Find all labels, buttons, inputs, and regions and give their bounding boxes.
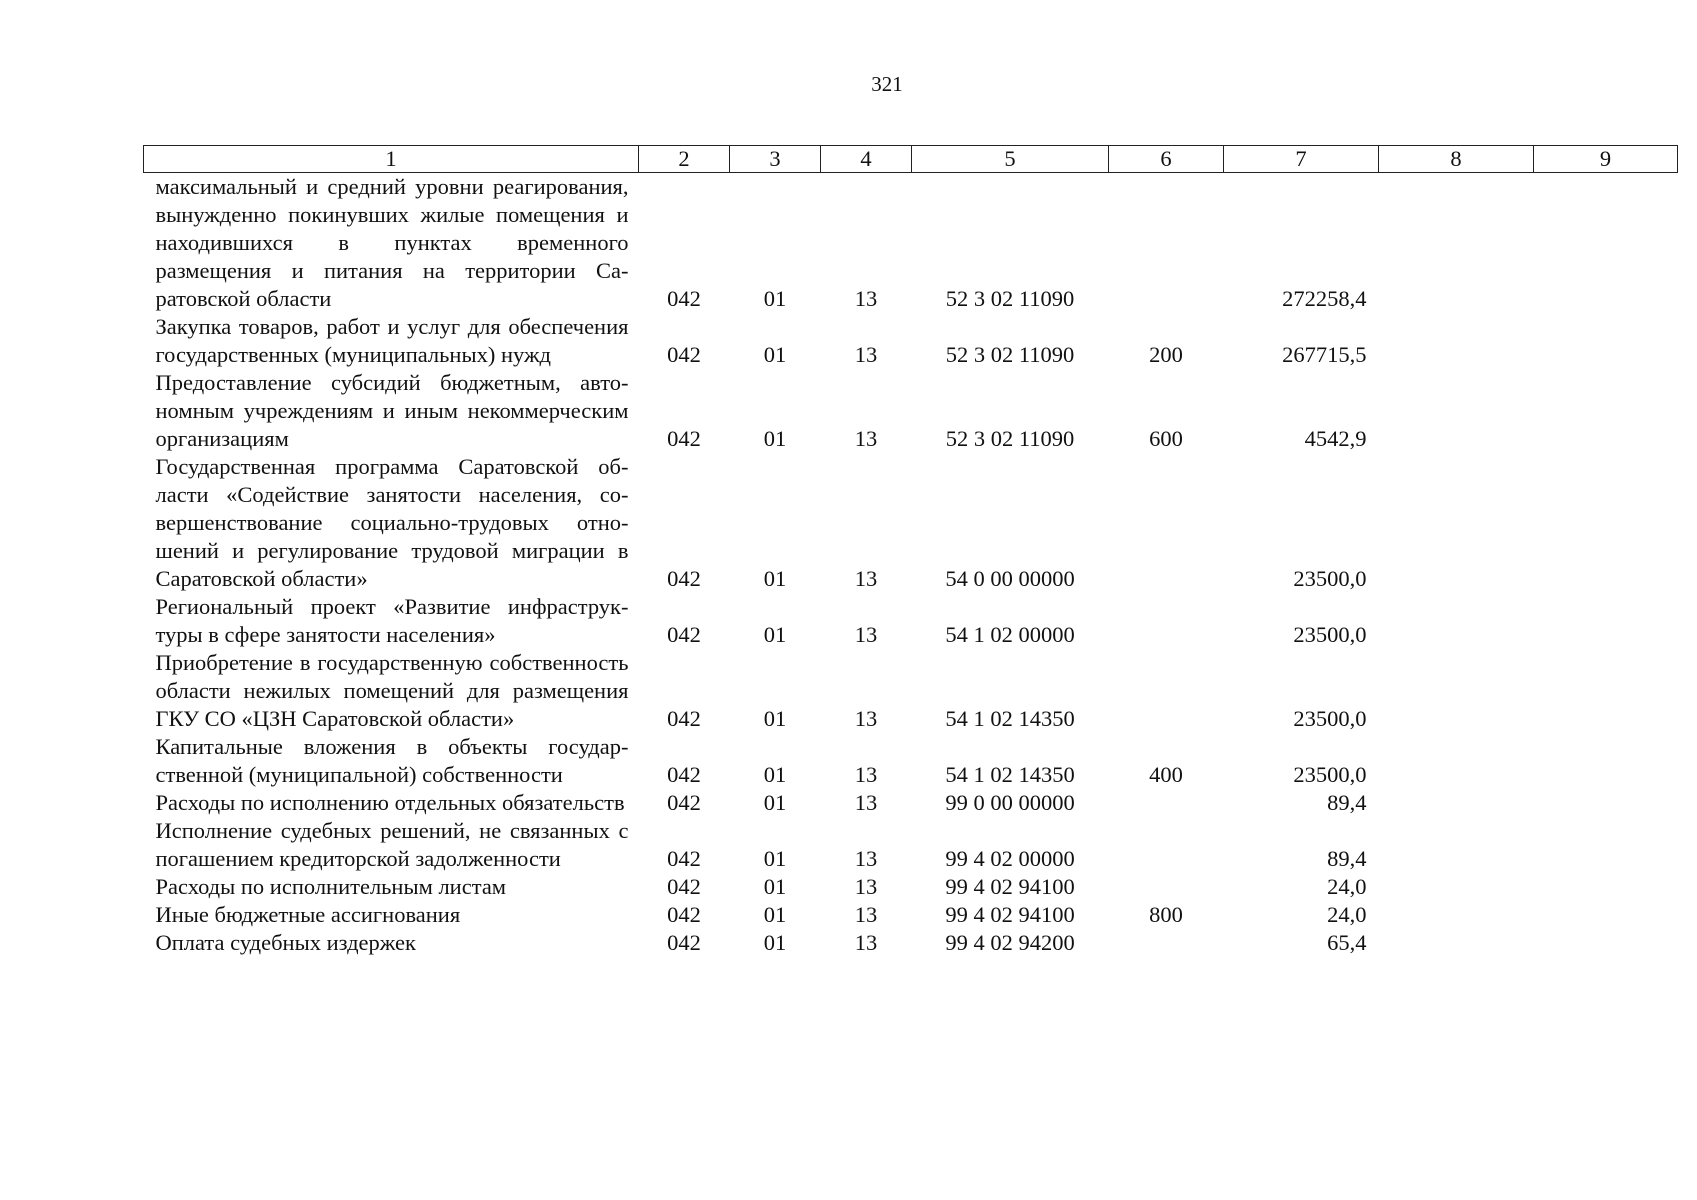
row-name: Закупка товаров, работ и услуг для обеспечения государственных (муниципальных) нужд xyxy=(155,314,629,367)
row-amount-col-8 xyxy=(1379,733,1534,789)
row-section-code: 01 xyxy=(763,342,787,367)
header-col-7: 7 xyxy=(1224,146,1379,173)
row-target-code: 52 3 02 11090 xyxy=(945,286,1075,311)
header-col-4: 4 xyxy=(821,146,912,173)
table-body xyxy=(144,173,1678,958)
row-amount-col-7: 24,0 xyxy=(1327,874,1367,899)
row-expense-type: 800 xyxy=(1149,902,1183,927)
row-section-code: 01 xyxy=(763,874,787,899)
row-name: Расходы по исполнительным листам xyxy=(155,874,507,899)
row-subsection-code: 13 xyxy=(854,790,878,815)
row-amount-col-9 xyxy=(1534,173,1678,314)
row-ved-code: 042 xyxy=(667,566,701,591)
row-subsection-code: 13 xyxy=(854,846,878,871)
row-expense-type xyxy=(1109,789,1224,817)
table-row xyxy=(144,313,1678,369)
row-ved-code: 042 xyxy=(667,762,701,787)
row-amount-col-7: 23500,0 xyxy=(1293,762,1367,787)
table-row xyxy=(144,173,1678,314)
row-amount-col-9 xyxy=(1534,789,1678,817)
row-section-code: 01 xyxy=(763,566,787,591)
table-row xyxy=(144,873,1678,901)
row-amount-col-9 xyxy=(1534,901,1678,929)
table-row xyxy=(144,649,1678,733)
row-section-code: 01 xyxy=(763,902,787,927)
header-col-6: 6 xyxy=(1109,146,1224,173)
row-name: Капитальные вложения в объекты государственной (муниципальной) собственности xyxy=(155,734,629,787)
row-section-code: 01 xyxy=(763,622,787,647)
header-row xyxy=(144,146,1678,173)
row-amount-col-8 xyxy=(1379,789,1534,817)
row-amount-col-7: 267715,5 xyxy=(1282,342,1367,367)
page-number: 321 xyxy=(871,72,903,96)
row-target-code: 99 4 02 94200 xyxy=(945,930,1075,955)
row-amount-col-7: 23500,0 xyxy=(1293,622,1367,647)
row-target-code: 52 3 02 11090 xyxy=(945,426,1075,451)
header-col-1: 1 xyxy=(144,146,639,173)
row-amount-col-7: 23500,0 xyxy=(1293,566,1367,591)
row-section-code: 01 xyxy=(763,790,787,815)
row-expense-type xyxy=(1109,873,1224,901)
row-expense-type: 600 xyxy=(1149,426,1183,451)
row-name: Иные бюджетные ассигнования xyxy=(155,902,461,927)
row-amount-col-9 xyxy=(1534,929,1678,957)
row-amount-col-8 xyxy=(1379,817,1534,873)
row-section-code: 01 xyxy=(763,930,787,955)
row-target-code: 54 1 02 00000 xyxy=(945,622,1075,647)
row-amount-col-7: 23500,0 xyxy=(1293,706,1367,731)
header-col-3: 3 xyxy=(730,146,821,173)
row-ved-code: 042 xyxy=(667,706,701,731)
row-amount-col-9 xyxy=(1534,873,1678,901)
row-subsection-code: 13 xyxy=(854,286,878,311)
row-amount-col-8 xyxy=(1379,929,1534,957)
row-amount-col-7: 4542,9 xyxy=(1304,426,1367,451)
row-subsection-code: 13 xyxy=(854,426,878,451)
header-col-2: 2 xyxy=(639,146,730,173)
row-ved-code: 042 xyxy=(667,622,701,647)
row-target-code: 99 4 02 00000 xyxy=(945,846,1075,871)
row-expense-type: 400 xyxy=(1149,762,1183,787)
table-row xyxy=(144,733,1678,789)
row-amount-col-8 xyxy=(1379,173,1534,314)
row-name: Оплата судебных издержек xyxy=(155,930,416,955)
row-target-code: 99 0 00 00000 xyxy=(945,790,1075,815)
row-amount-col-9 xyxy=(1534,313,1678,369)
row-subsection-code: 13 xyxy=(854,622,878,647)
row-subsection-code: 13 xyxy=(854,762,878,787)
table-header xyxy=(144,146,1678,173)
row-ved-code: 042 xyxy=(667,790,701,815)
row-amount-col-8 xyxy=(1379,369,1534,453)
row-ved-code: 042 xyxy=(667,846,701,871)
row-target-code: 54 1 02 14350 xyxy=(945,706,1075,731)
row-target-code: 99 4 02 94100 xyxy=(945,902,1075,927)
row-expense-type xyxy=(1109,929,1224,957)
table-row xyxy=(144,789,1678,817)
table-row xyxy=(144,453,1678,593)
row-subsection-code: 13 xyxy=(854,342,878,367)
row-ved-code: 042 xyxy=(667,342,701,367)
row-amount-col-7: 89,4 xyxy=(1327,790,1367,815)
row-name: Предоставление субсидий бюджетным, автономным учреждениям и иным некоммерческим организациям xyxy=(155,370,629,451)
row-subsection-code: 13 xyxy=(854,874,878,899)
row-expense-type xyxy=(1109,453,1224,593)
row-amount-col-9 xyxy=(1534,369,1678,453)
row-name: максимальный и средний уровни реагирования, вынужденно покинувших жилые помещения и находившихся в пунктах временного размещения и питания на территории Саратовской области xyxy=(155,174,629,311)
header-col-8: 8 xyxy=(1379,146,1534,173)
row-name: Региональный проект «Развитие инфраструктуры в сфере занятости населения» xyxy=(155,594,629,647)
row-ved-code: 042 xyxy=(667,930,701,955)
table-row xyxy=(144,593,1678,649)
row-amount-col-7: 89,4 xyxy=(1327,846,1367,871)
row-amount-col-8 xyxy=(1379,901,1534,929)
header-col-5: 5 xyxy=(912,146,1109,173)
row-amount-col-8 xyxy=(1379,593,1534,649)
row-section-code: 01 xyxy=(763,846,787,871)
row-name: Приобретение в государственную собственность области нежилых помещений для размещения ГКУ СО «ЦЗН Саратовской области» xyxy=(155,650,629,731)
row-subsection-code: 13 xyxy=(854,566,878,591)
row-expense-type xyxy=(1109,649,1224,733)
row-subsection-code: 13 xyxy=(854,706,878,731)
row-amount-col-8 xyxy=(1379,453,1534,593)
row-amount-col-9 xyxy=(1534,649,1678,733)
row-name: Исполнение судебных решений, не связанных с погашением кредиторской задолженности xyxy=(155,818,629,871)
row-target-code: 54 1 02 14350 xyxy=(945,762,1075,787)
row-amount-col-9 xyxy=(1534,817,1678,873)
row-amount-col-8 xyxy=(1379,313,1534,369)
row-section-code: 01 xyxy=(763,426,787,451)
row-name: Государственная программа Саратовской области «Содействие занятости населения, совершенствование социально-трудовых отношений и регулирование трудовой миграции в Саратовской области» xyxy=(155,454,629,591)
row-name: Расходы по исполнению отдельных обязательств xyxy=(155,790,625,815)
row-expense-type xyxy=(1109,173,1224,314)
row-ved-code: 042 xyxy=(667,426,701,451)
row-ved-code: 042 xyxy=(667,902,701,927)
row-amount-col-7: 272258,4 xyxy=(1282,286,1367,311)
row-ved-code: 042 xyxy=(667,286,701,311)
table-row xyxy=(144,929,1678,957)
row-amount-col-8 xyxy=(1379,873,1534,901)
row-target-code: 52 3 02 11090 xyxy=(945,342,1075,367)
row-section-code: 01 xyxy=(763,286,787,311)
row-subsection-code: 13 xyxy=(854,930,878,955)
row-ved-code: 042 xyxy=(667,874,701,899)
header-col-9: 9 xyxy=(1534,146,1678,173)
row-amount-col-9 xyxy=(1534,453,1678,593)
row-target-code: 54 0 00 00000 xyxy=(945,566,1075,591)
row-amount-col-7: 24,0 xyxy=(1327,902,1367,927)
row-amount-col-7: 65,4 xyxy=(1327,930,1367,955)
row-expense-type xyxy=(1109,817,1224,873)
row-amount-col-9 xyxy=(1534,593,1678,649)
row-expense-type xyxy=(1109,593,1224,649)
table-row xyxy=(144,369,1678,453)
row-amount-col-9 xyxy=(1534,733,1678,789)
table-row xyxy=(144,901,1678,929)
budget-table xyxy=(143,145,1678,957)
row-section-code: 01 xyxy=(763,706,787,731)
row-expense-type: 200 xyxy=(1149,342,1183,367)
row-section-code: 01 xyxy=(763,762,787,787)
table-row xyxy=(144,817,1678,873)
row-amount-col-8 xyxy=(1379,649,1534,733)
row-target-code: 99 4 02 94100 xyxy=(945,874,1075,899)
row-subsection-code: 13 xyxy=(854,902,878,927)
